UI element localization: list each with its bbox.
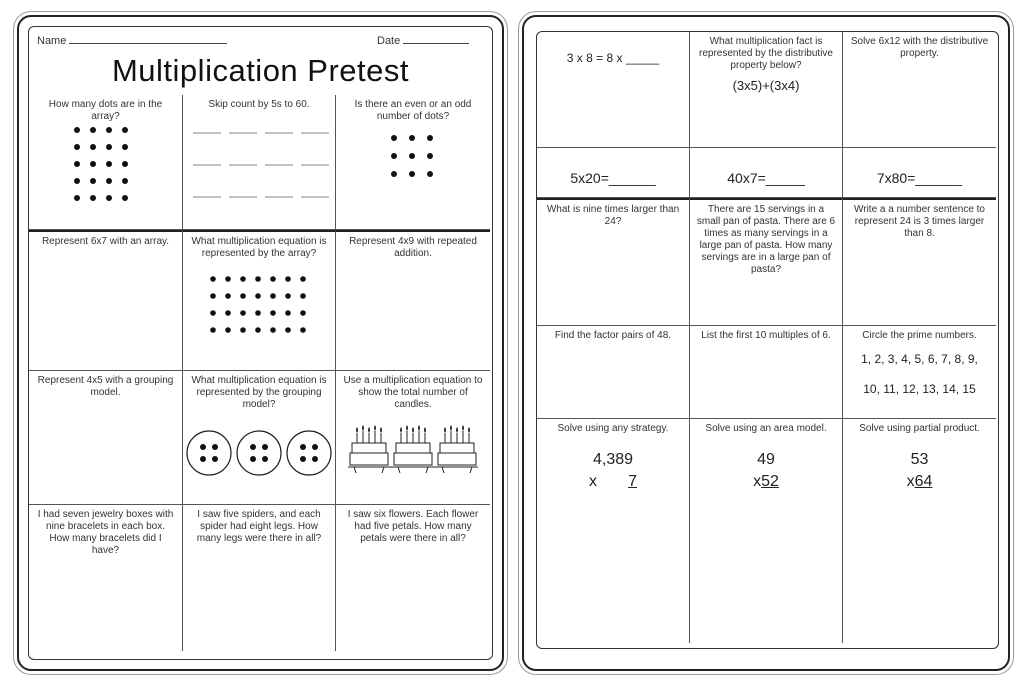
cell-nine-times bbox=[537, 198, 690, 326]
cell-word-problem-bracelets bbox=[29, 505, 183, 651]
cell-represent-array bbox=[29, 230, 183, 371]
distributive-expression: (3x5)+(3x4) bbox=[732, 78, 800, 93]
cell-any-strategy bbox=[537, 419, 690, 643]
cell-factor-pairs bbox=[537, 326, 690, 419]
cell-array-equation bbox=[183, 230, 336, 371]
problem-bottom-number: 64 bbox=[914, 473, 933, 490]
cell-word-problem-flowers bbox=[336, 505, 490, 651]
grouping-circles bbox=[185, 427, 333, 479]
cell-distributive-fact bbox=[690, 32, 843, 148]
problem-bottom-number: 52 bbox=[761, 473, 779, 490]
date-label: Date bbox=[377, 35, 401, 47]
problem-bottom-line bbox=[696, 471, 836, 493]
problem-top-number: 49 bbox=[757, 451, 775, 468]
question-text: There are 15 servings in a small pan of pasta. There are 6 times as many servings in a large pan of pasta. How many servings are in a large pan of pasta? bbox=[696, 204, 836, 275]
question-text: What multiplication equation is represented by the grouping model? bbox=[191, 375, 327, 410]
cell-pasta-problem bbox=[690, 198, 843, 326]
question-text: Use a multiplication equation to show the total number of candles. bbox=[343, 375, 483, 410]
equation-text: 5x20=______ bbox=[570, 170, 656, 186]
problem-bottom-line bbox=[543, 471, 683, 493]
equation-text: 40x7=_____ bbox=[727, 170, 805, 186]
cell-distributive-solve bbox=[843, 32, 996, 148]
worksheet-page-right bbox=[522, 15, 1010, 671]
page-border bbox=[28, 26, 493, 660]
date-field[interactable] bbox=[377, 33, 469, 47]
cell-dot-array bbox=[29, 95, 183, 230]
question-text: Represent 4x9 with repeated addition. bbox=[349, 236, 477, 259]
name-label: Name bbox=[37, 35, 67, 47]
cell-word-problem-spiders bbox=[183, 505, 336, 651]
page-border bbox=[536, 31, 999, 649]
cell-grouping-model bbox=[29, 371, 183, 505]
question-text: Circle the prime numbers. bbox=[862, 330, 977, 341]
cell-grouping-equation bbox=[183, 371, 336, 505]
dot-array-4x5 bbox=[74, 127, 134, 207]
question-text: Represent 4x5 with a grouping model. bbox=[37, 375, 174, 398]
cell-area-model bbox=[690, 419, 843, 643]
name-field[interactable] bbox=[37, 33, 227, 47]
question-text: How many dots are in the array? bbox=[48, 99, 163, 122]
cell-multiples bbox=[690, 326, 843, 419]
question-text: List the first 10 multiples of 6. bbox=[701, 330, 831, 341]
question-grid bbox=[29, 95, 490, 651]
question-text: What multiplication equation is represented by the array? bbox=[191, 236, 327, 259]
worksheet-page-left bbox=[17, 15, 504, 671]
cell-number-sentence bbox=[843, 198, 996, 326]
cell-partial-product bbox=[843, 419, 996, 643]
question-text: What multiplication fact is represented by the distributive property below? bbox=[699, 36, 833, 71]
prime-list-line-1[interactable]: 1, 2, 3, 4, 5, 6, 7, 8, 9, bbox=[861, 352, 978, 366]
times-sign: x bbox=[906, 473, 915, 490]
problem-top-number: 53 bbox=[910, 451, 929, 468]
skip-count-blanks[interactable] bbox=[191, 125, 331, 205]
question-grid bbox=[537, 32, 996, 643]
cell-equation-1 bbox=[537, 148, 690, 198]
question-text: Skip count by 5s to 60. bbox=[208, 99, 310, 110]
question-text: What is nine times larger than 24? bbox=[546, 204, 680, 227]
cell-repeated-addition bbox=[336, 230, 490, 371]
question-text: Is there an even or an odd number of dots? bbox=[354, 99, 472, 122]
question-text: 3 x 8 = 8 x _____ bbox=[566, 51, 660, 65]
birthday-cakes-image bbox=[348, 421, 478, 477]
equation-text: 7x80=______ bbox=[876, 170, 963, 186]
cell-commutative bbox=[537, 32, 690, 148]
cell-equation-2 bbox=[690, 148, 843, 198]
question-text: I saw five spiders, and each spider had eight legs. How many legs were there in all? bbox=[196, 509, 322, 544]
problem-bottom-line bbox=[849, 471, 990, 493]
prime-list-line-2[interactable]: 10, 11, 12, 13, 14, 15 bbox=[863, 382, 976, 396]
question-text: Solve using partial product. bbox=[859, 423, 980, 434]
question-text: I saw six flowers. Each flower had five petals. How many petals were there in all? bbox=[347, 509, 479, 544]
times-sign: x bbox=[589, 473, 597, 490]
question-text: Write a a number sentence to represent 24 is 3 times larger than 8. bbox=[854, 204, 985, 239]
dot-array-4x7 bbox=[210, 276, 310, 334]
dot-array-3x3 bbox=[391, 135, 435, 179]
problem-bottom-number: 7 bbox=[628, 473, 637, 490]
cell-candles bbox=[336, 371, 490, 505]
cell-equation-3 bbox=[843, 148, 996, 198]
problem-top-number: 4,389 bbox=[592, 451, 634, 468]
question-text: Represent 6x7 with an array. bbox=[41, 236, 170, 247]
question-text: Find the factor pairs of 48. bbox=[554, 330, 672, 341]
cell-skip-count bbox=[183, 95, 336, 230]
question-text: Solve using an area model. bbox=[705, 423, 827, 434]
cell-prime-numbers bbox=[843, 326, 996, 419]
question-text: Solve using any strategy. bbox=[557, 423, 669, 434]
question-text: Solve 6x12 with the distributive property. bbox=[850, 36, 989, 59]
question-text: I had seven jewelry boxes with nine bracelets in each box. How many bracelets did I have? bbox=[37, 509, 174, 556]
times-sign: x bbox=[753, 473, 762, 490]
cell-even-odd bbox=[336, 95, 490, 230]
page-title: Multiplication Pretest bbox=[111, 53, 409, 88]
